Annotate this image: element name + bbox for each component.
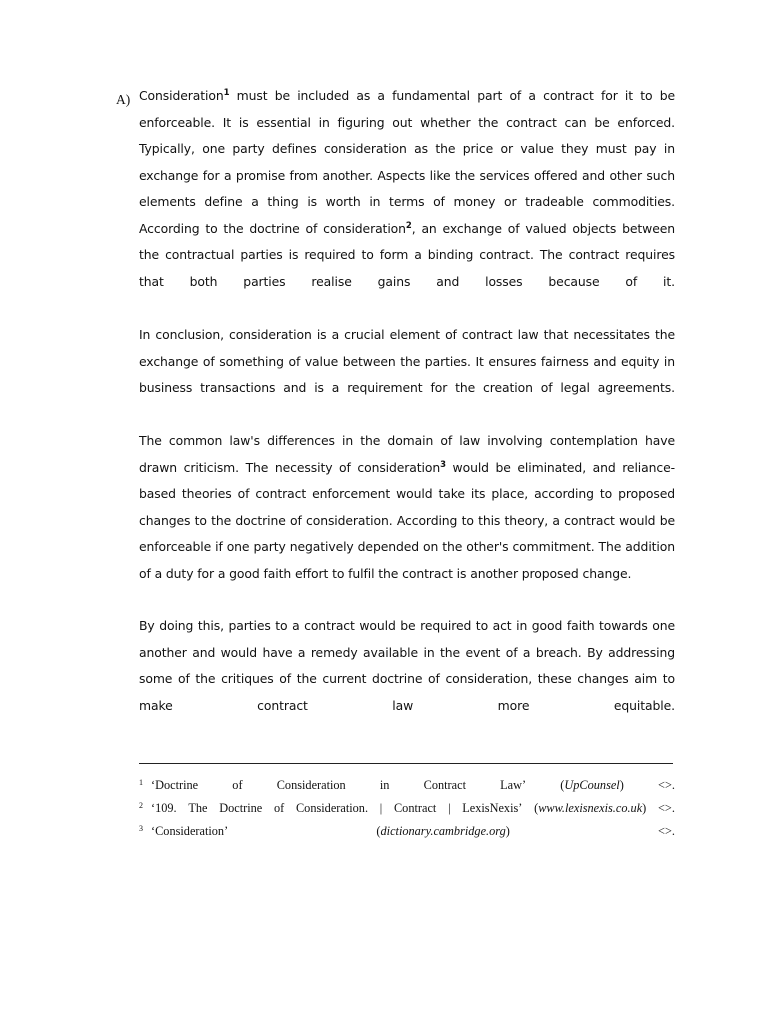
paragraph-text: Consideration xyxy=(139,88,224,103)
paragraph-text: In conclusion, consideration is a crucial element of contract law that necessitates the exchange of something of value between the parties. It ensures fairness and equity in business transactions and is a requirement for the creation of legal agreements. xyxy=(139,327,675,395)
paragraph-3 xyxy=(139,428,675,587)
footnote-reference: 3 xyxy=(440,459,446,470)
footnote-segment xyxy=(500,777,526,793)
footnote-text: Contract xyxy=(423,778,466,792)
footnote-segment xyxy=(448,800,450,816)
footnote-text: Doctrine xyxy=(219,801,263,815)
footnote-text: LexisNexis’ xyxy=(462,801,523,815)
footnote-segment xyxy=(658,777,675,793)
footnote-3 xyxy=(139,821,675,839)
list-marker: A) xyxy=(116,92,131,107)
footnote-segment xyxy=(424,777,466,793)
footnote-text: in xyxy=(379,778,390,792)
footnote-segment xyxy=(139,821,228,839)
footnote-text: | xyxy=(379,801,383,815)
footnote-text: ) xyxy=(505,824,510,838)
footnote-reference: 2 xyxy=(405,220,412,231)
footnote-text: of xyxy=(273,801,285,815)
footnote-segment xyxy=(462,800,522,816)
footnote-segment xyxy=(296,800,368,816)
footnote-source: dictionary.cambridge.org xyxy=(380,824,506,838)
footnote-source: www.lexisnexis.co.uk xyxy=(538,801,643,815)
footnote-segment xyxy=(139,775,198,793)
footnote-text: ‘109. xyxy=(151,801,177,815)
footnote-segment xyxy=(232,777,242,793)
footnote-2 xyxy=(139,798,675,816)
footnote-text: <>. xyxy=(658,824,675,838)
footnote-text: Law’ xyxy=(500,778,527,792)
footnote-text: | xyxy=(448,801,451,815)
paragraph-2 xyxy=(139,322,675,402)
footnote-segment xyxy=(277,777,346,793)
footnote-text: ) xyxy=(642,801,647,815)
footnote-segment xyxy=(376,823,509,839)
footnote-separator xyxy=(139,763,673,764)
paragraph-text: must be included as a fundamental part of a contract for it to be enforceable. It is essential in figuring out whether the contract can be enforced. Typically, one party defines consideration as the price or value they must pay in exchange for a promise from another. Aspects like the services offered and other such elements define a thing is worth in terms of money or tradeable commodities. According to the doctrine of consideration xyxy=(139,88,675,236)
footnote-segment xyxy=(219,800,262,816)
footnote-reference: 1 xyxy=(223,88,230,98)
paragraph-text: would be eliminated, and reliance-based theories of contract enforcement would take its place, according to proposed changes to the doctrine of consideration. According to this theory, a contract would be enforceable if one party negatively depended on the other's commitment. The addition of a duty for a good faith effort to fulfil the contract is another proposed change. xyxy=(139,459,675,581)
footnote-number: 1 xyxy=(139,778,143,787)
footnote-segment xyxy=(139,798,177,816)
footnote-segment xyxy=(534,800,646,816)
footnote-text: ‘Consideration’ xyxy=(151,824,229,838)
paragraph-4 xyxy=(139,613,675,719)
footnote-number: 2 xyxy=(139,801,143,810)
footnote-source: UpCounsel xyxy=(564,778,620,792)
footnote-text: Consideration xyxy=(276,778,346,792)
footnote-text: <>. xyxy=(658,801,675,815)
footnote-text: ( xyxy=(560,778,565,792)
footnote-text: The xyxy=(188,801,208,815)
footnote-segment xyxy=(380,800,382,816)
footnote-segment xyxy=(658,800,675,816)
paragraph-1 xyxy=(139,83,675,295)
footnote-text: ( xyxy=(534,801,539,815)
footnote-text: ‘Doctrine xyxy=(151,778,199,792)
footnote-text: ) xyxy=(619,778,624,792)
footnote-segment xyxy=(274,800,284,816)
footnote-text: ( xyxy=(376,824,381,838)
paragraph-text: , an exchange of valued objects between the contractual parties is required to form a binding contract. The contract requires that both parties realise gains and losses because of it. xyxy=(139,220,676,289)
footnote-text: Consideration. xyxy=(295,801,369,815)
footnote-segment xyxy=(380,777,390,793)
footnote-text: <>. xyxy=(658,778,675,792)
footnote-segment xyxy=(394,800,436,816)
footnote-segment xyxy=(188,800,207,816)
footnote-text: of xyxy=(232,778,243,792)
paragraph-text: By doing this, parties to a contract would be required to act in good faith towards one another and would have a remedy available in the event of a breach. By addressing some of the critiques of the current doctrine of consideration, these changes aim to make contract law more equitable. xyxy=(139,618,675,713)
footnote-number: 3 xyxy=(139,824,143,833)
footnote-segment xyxy=(658,823,675,839)
paragraph-text: The common law's differences in the domain of law involving contemplation have drawn criticism. The necessity of consideration xyxy=(139,433,675,475)
footnote-segment xyxy=(560,777,624,793)
footnote-1 xyxy=(139,775,675,793)
footnote-text: Contract xyxy=(393,801,437,815)
